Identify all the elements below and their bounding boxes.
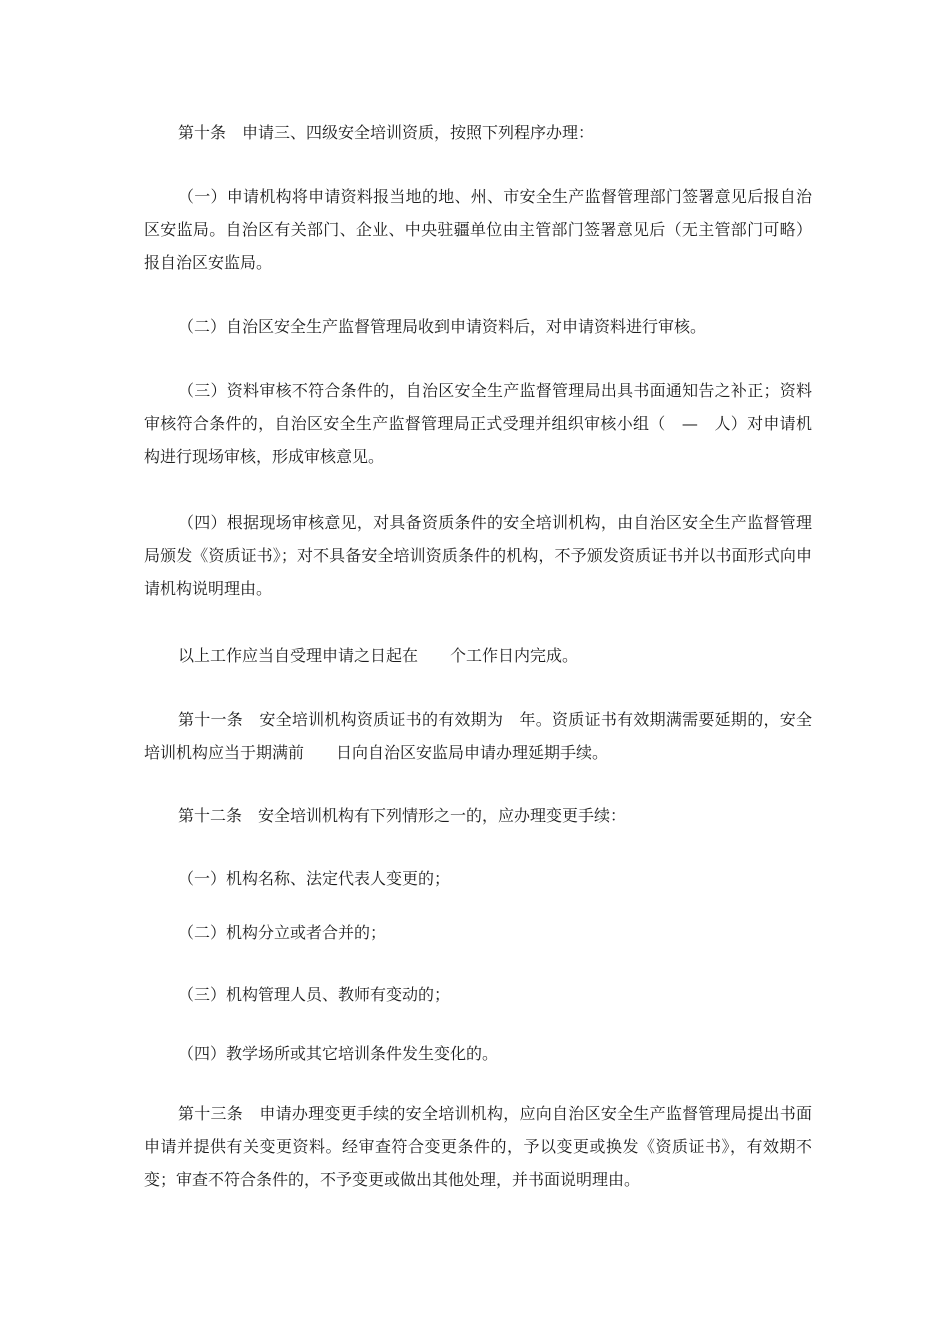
article-11: 第十一条 安全培训机构资质证书的有效期为 年。资质证书有效期满需要延期的，安全培训机构应当于期满前 日向自治区安监局申请办理延期手续。 bbox=[144, 710, 812, 762]
article-12-item-1: （一）机构名称、法定代表人变更的； bbox=[178, 869, 451, 888]
article-10-item-1: （一）申请机构将申请资料报当地的地、州、市安全生产监督管理部门签署意见后报自治区安监局。自治区有关部门、企业、中央驻疆单位由主管部门签署意见后（无主管部门可略）报自治区安监局。 bbox=[144, 187, 812, 272]
article-12-item-4: （四）教学场所或其它培训条件发生变化的。 bbox=[178, 1044, 499, 1063]
article-12-item-3: （三）机构管理人员、教师有变动的； bbox=[178, 985, 451, 1004]
article-10-heading: 第十条 申请三、四级安全培训资质，按照下列程序办理： bbox=[178, 123, 595, 142]
article-10-item-2: （二）自治区安全生产监督管理局收到申请资料后，对申请资料进行审核。 bbox=[178, 317, 707, 336]
article-12-item-2: （二）机构分立或者合并的； bbox=[178, 923, 387, 942]
article-10-item-3: （三）资料审核不符合条件的，自治区安全生产监督管理局出具书面通知告之补正；资料审核符合条件的，自治区安全生产监督管理局正式受理并组织审核小组（ — 人）对申请机构进行现场审核，形成审核意见。 bbox=[144, 381, 812, 466]
article-13: 第十三条 申请办理变更手续的安全培训机构，应向自治区安全生产监督管理局提出书面申请并提供有关变更资料。经审查符合变更条件的，予以变更或换发《资质证书》，有效期不变；审查不符合条件的，不予变更或做出其他处理，并书面说明理由。 bbox=[144, 1104, 812, 1189]
article-10-item-4: （四）根据现场审核意见，对具备资质条件的安全培训机构，由自治区安全生产监督管理局颁发《资质证书》；对不具备安全培训资质条件的机构，不予颁发资质证书并以书面形式向申请机构说明理由。 bbox=[144, 513, 812, 598]
article-10-deadline: 以上工作应当自受理申请之日起在 个工作日内完成。 bbox=[178, 646, 579, 665]
article-12-heading: 第十二条 安全培训机构有下列情形之一的，应办理变更手续： bbox=[178, 806, 627, 825]
